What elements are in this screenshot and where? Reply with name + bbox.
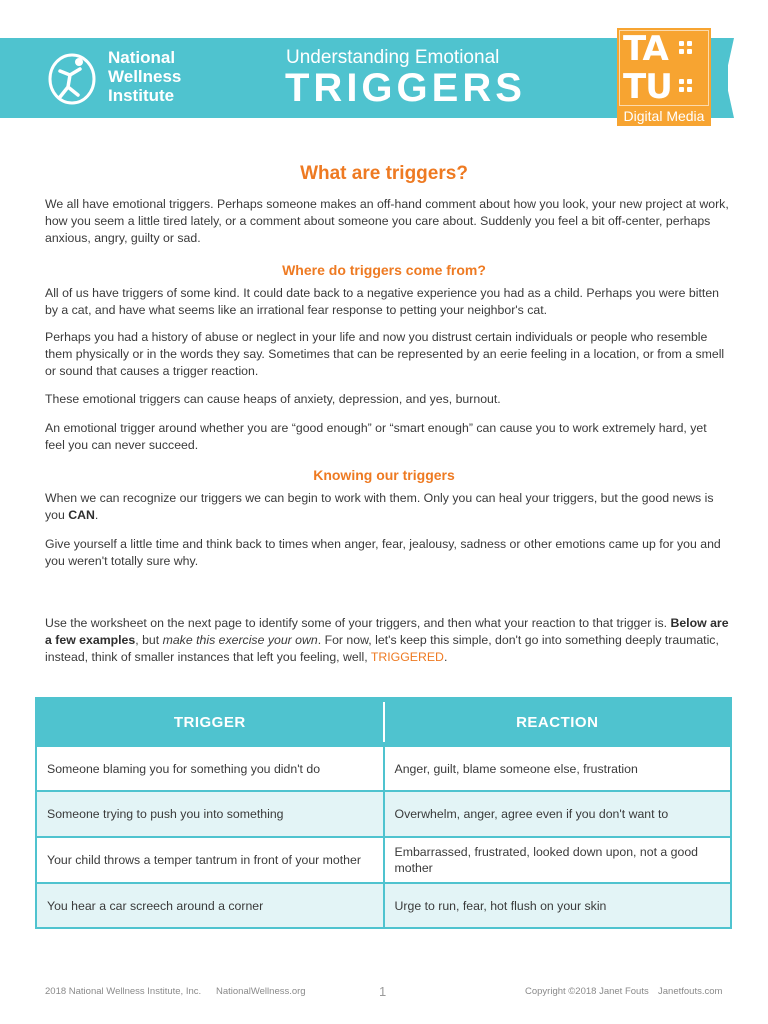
org-name	[108, 48, 181, 105]
brand-tagline: Digital Media	[623, 108, 705, 124]
worksheet-period: .	[443, 650, 448, 664]
org-line-2: Wellness	[108, 67, 182, 86]
footer-link-janet[interactable]: Janetfouts.com	[658, 986, 723, 997]
paragraph-knowing-1	[45, 490, 729, 524]
paragraph-worksheet	[45, 615, 729, 666]
paragraph-where-1: All of us have triggers of some kind. It could date back to a negative experience you had as a child. Perhaps you were bitten by a cat, and have what seems like an irrational fear response to petting your neighbor's cat.	[45, 286, 719, 317]
table-cell-reaction: Anger, guilt, blame someone else, frustration	[383, 747, 731, 790]
worksheet-text-c: , but	[135, 633, 163, 647]
title-subtitle: Understanding Emotional	[286, 47, 500, 68]
table-cell-reaction: Overwhelm, anger, agree even if you don't want to	[383, 792, 731, 836]
paragraph-where-3: These emotional triggers can cause heaps of anxiety, depression, and yes, burnout.	[45, 392, 501, 406]
paragraph-what: We all have emotional triggers. Perhaps someone makes an off-hand comment about how you look, your new project at work, how you seem a little tired lately, or a comment about someone you care about. Suddenly you feel a bit off-center, perhaps anxious, angry, guilty or sad.	[45, 197, 729, 245]
table-cell-reaction: Urge to run, fear, hot flush on your skin	[383, 884, 731, 927]
footer-copyright-left: 2018 National Wellness Institute, Inc.	[45, 986, 202, 997]
brand-logo	[617, 28, 711, 126]
table-cell-reaction: Embarrassed, frustrated, looked down upon, not a good mother	[383, 838, 731, 882]
page-title: TRIGGERS	[285, 66, 526, 110]
table-cell-trigger: Someone blaming you for something you didn't do	[47, 761, 321, 776]
table-row	[37, 790, 730, 836]
footer-copyright-right: Copyright ©2018 Janet Fouts	[525, 986, 649, 997]
worksheet-italic: make this exercise your own	[162, 633, 318, 647]
table-row	[37, 836, 730, 882]
table-row	[37, 745, 730, 790]
paragraph-where-2: Perhaps you had a history of abuse or neglect in your life and now you distrust certain individuals or people who resemble them physically or in the words they say. Sometimes that can be represented by an eerie feeling in a location, or from a smell or sound that causes a trigger reaction.	[45, 330, 725, 378]
page-number: 1	[379, 984, 387, 999]
paragraph-where-4: An emotional trigger around whether you are “good enough” or “smart enough” can cause you to work extremely hard, yet feel you can never succeed.	[45, 421, 707, 452]
table-cell-trigger: Someone trying to push you into something	[47, 807, 284, 821]
column-header-reaction: REACTION	[516, 713, 599, 731]
worksheet-triggered: TRIGGERED	[370, 650, 444, 664]
knowing-period: .	[94, 508, 99, 522]
knowing-emphasis: CAN	[68, 508, 95, 522]
header-banner-tail	[712, 38, 734, 118]
table-header	[37, 699, 730, 745]
table-row	[37, 882, 730, 927]
table-cell-trigger: Your child throws a temper tantrum in front of your mother	[47, 853, 361, 867]
org-line-3: Institute	[108, 86, 175, 105]
worksheet-text-e: . For now, let's keep this simple, don't go into something deeply traumatic, instead, think of smaller instances that left you feeling, well,	[45, 633, 719, 664]
worksheet-text-a: Use the worksheet on the next page to identify some of your triggers, and then what your reaction to that trigger is.	[45, 616, 671, 630]
paragraph-knowing-2: Give yourself a little time and think back to times when anger, fear, jealousy, sadness or other emotions came up for you and you weren't totally sure why.	[45, 537, 721, 568]
knowing-text: When we can recognize our triggers we can begin to work with them. Only you can heal your triggers, but the good news is you	[45, 491, 714, 522]
column-header-trigger: TRIGGER	[173, 713, 246, 731]
nwi-logo-icon	[46, 49, 98, 107]
trigger-reaction-table	[35, 697, 732, 929]
section-heading-where: Where do triggers come from?	[282, 262, 486, 278]
brand-line-2: TU	[623, 67, 672, 107]
table-cell-trigger: You hear a car screech around a corner	[47, 898, 264, 913]
org-line-1: National	[108, 48, 176, 67]
section-heading-what: What are triggers?	[300, 163, 468, 184]
worksheet-bold: Below are a few examples	[45, 616, 729, 647]
section-heading-knowing: Knowing our triggers	[313, 467, 455, 483]
brand-letters	[623, 30, 672, 106]
footer-link-nwi[interactable]: NationalWellness.org	[216, 986, 306, 997]
brand-line-1: TA	[623, 29, 668, 69]
